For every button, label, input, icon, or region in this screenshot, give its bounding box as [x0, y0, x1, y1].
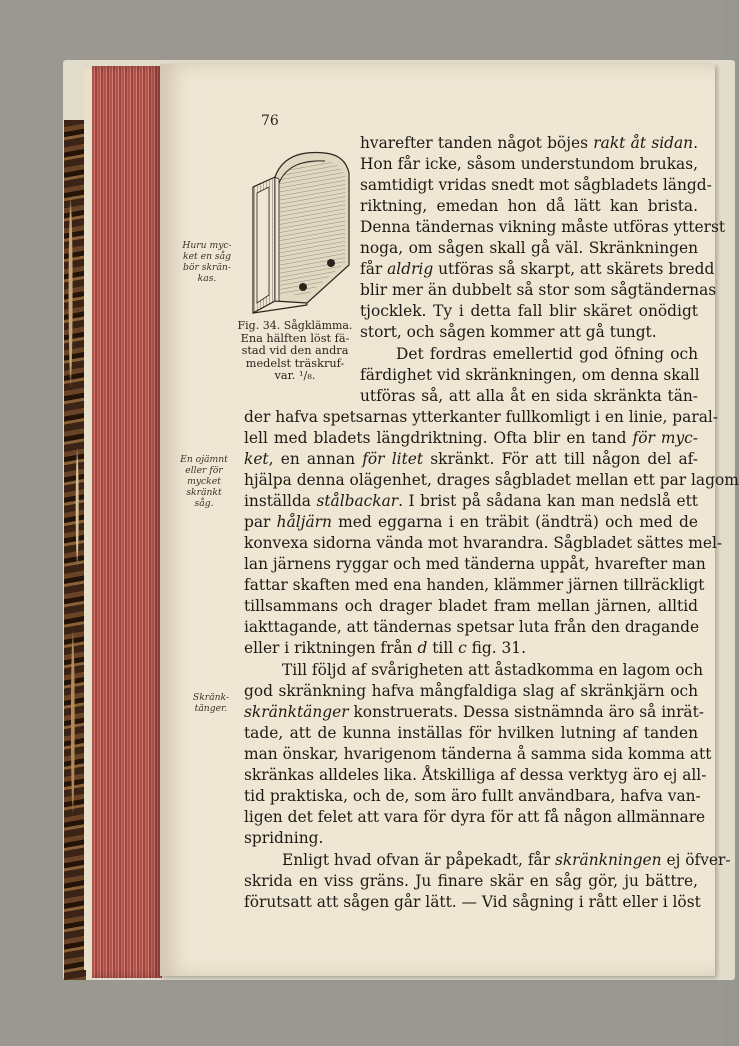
page-edges — [92, 66, 162, 978]
text-line: ket, en annan för litet skränkt. För att till någon del af- — [244, 450, 698, 468]
text-line: lan järnens ryggar och med tänderna uppåt, hvarefter man — [244, 555, 706, 573]
margin-note-line: skränkt — [186, 487, 222, 498]
margin-note-line: En ojämnt — [180, 454, 228, 465]
text-line: färdighet vid skränkningen, om denna skall — [360, 366, 700, 384]
figure-caption-line: var. ¹/₈. — [274, 369, 316, 382]
margin-note-line: bör skrän- — [183, 262, 231, 273]
text-line: Hon får icke, såsom understundom brukas, — [360, 155, 698, 173]
text-line: der hafva spetsarnas ytterkanter fullkomligt i en linie, paral- — [244, 408, 718, 426]
margin-note-line: eller för — [185, 465, 223, 476]
text-line: god skränkning hafva mångfaldiga slag af skränkjärn och — [244, 682, 698, 700]
text-line: fattar skaften med ena handen, klämmer järnen tillräckligt — [244, 576, 705, 594]
text-line: tillsammans och drager bladet fram mellan järnen, alltid — [244, 597, 698, 615]
margin-note-line: Huru myc- — [182, 240, 232, 251]
text-line: blir mer än dubbelt så stor som sågtändernas — [360, 281, 717, 299]
text-line: skrida en viss gräns. Ju finare skär en såg gör, ju bättre, — [244, 872, 698, 890]
text-line: Till följd af svårigheten att åstadkomma en lagom och — [282, 661, 704, 679]
text-line: hvarefter tanden något böjes rakt åt sidan. — [360, 134, 698, 152]
text-line: ligen det felet att vara för dyra för att få någon allmännare — [244, 808, 706, 826]
text-line: inställda stålbackar. I brist på sådana kan man nedslå ett — [244, 492, 698, 510]
text-line: utföras så, att alla åt en sida skränkta tän- — [360, 387, 698, 405]
text-line: samtidigt vridas snedt mot sågbladets längd- — [360, 176, 712, 194]
text-line: tid praktiska, och de, som äro fullt användbara, hafva van- — [244, 787, 701, 805]
margin-note-line: såg. — [194, 498, 214, 509]
margin-note-set-pliers — [182, 692, 240, 714]
figure-caption-line: medelst träskruf- — [245, 356, 345, 370]
text-line: man önskar, hvarigenom tänderna å samma sida komma att — [244, 745, 712, 763]
text-line: eller i riktningen från d till c fig. 31. — [244, 639, 526, 657]
margin-note-line: mycket — [187, 476, 221, 487]
margin-note-line: tänger. — [194, 703, 228, 714]
margin-note-line: ket en såg — [183, 251, 231, 262]
margin-note-how-much — [182, 240, 232, 284]
spine-edge — [84, 70, 92, 970]
figure-caption — [230, 320, 360, 383]
text-line: hjälpa denna olägenhet, drages sågbladet mellan ett par lagom — [244, 471, 739, 489]
figure-caption-title: Fig. 34. Sågklämma. — [237, 319, 353, 332]
saw-clamp-illustration — [245, 145, 353, 320]
text-line: skränkas alldeles lika. Åtskilliga af dessa verktyg äro ej all- — [244, 766, 707, 784]
text-line: tjocklek. Ty i detta fall blir skäret onödigt — [360, 302, 698, 320]
text-line: Enligt hvad ofvan är påpekadt, får skränkningen ej öfver- — [282, 851, 731, 869]
marbled-cover-edge — [64, 120, 86, 980]
page-number: 76 — [261, 113, 279, 129]
figure-caption-line: Ena hälften löst fä- — [240, 331, 350, 345]
text-line: lell med bladets längdriktning. Ofta blir en tand för myc- — [244, 429, 698, 447]
text-line: Det fordras emellertid god öfning och — [396, 345, 698, 363]
text-line: riktning, emedan hon då lätt kan brista. — [360, 197, 698, 215]
text-line: par håljärn med eggarna i en träbit (ändträ) och med de — [244, 513, 698, 531]
margin-note-line: Skränk- — [192, 692, 230, 703]
figure-caption-line: stad vid den andra — [241, 344, 349, 357]
text-line: skränktänger konstruerats. Dessa sistnämnda äro så inrät- — [244, 703, 704, 721]
text-line: stort, och sågen kommer att gå tungt. — [360, 323, 657, 341]
text-line: konvexa sidorna vända mot hvarandra. Sågbladet sättes mel- — [244, 534, 723, 552]
text-line: förutsatt att sågen går lätt. — Vid sågning i rått eller i löst — [244, 893, 701, 911]
margin-note-line: kas. — [197, 273, 217, 284]
text-line: Denna tändernas vikning måste utföras ytterst — [360, 218, 726, 236]
text-line: tade, att de kunna inställas för hvilken lutning af tanden — [244, 724, 698, 742]
margin-note-uneven-saw — [168, 454, 240, 509]
text-line: spridning. — [244, 829, 324, 847]
text-line: iakttagande, att tändernas spetsar luta från den dragande — [244, 618, 700, 636]
text-line: noga, om sågen skall gå väl. Skränkningen — [360, 239, 698, 257]
text-line: får aldrig utföras så skarpt, att skärets bredd — [360, 260, 715, 278]
